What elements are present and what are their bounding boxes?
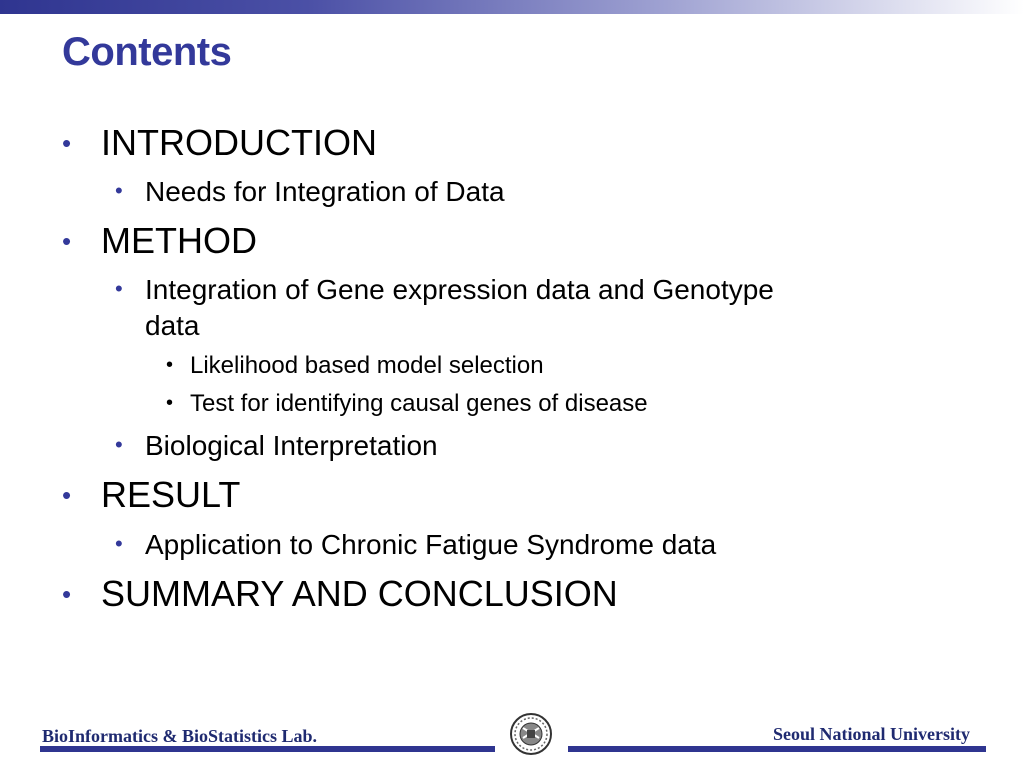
bullet-icon: • bbox=[166, 354, 174, 376]
footer-university-name: Seoul National University bbox=[772, 724, 970, 744]
bullet-icon: • bbox=[62, 226, 72, 256]
bullet-text: SUMMARY AND CONCLUSION bbox=[101, 573, 618, 614]
bullet-text-line1: Integration of Gene expression data and Genotype bbox=[145, 274, 774, 305]
bullet-icon: • bbox=[115, 531, 123, 556]
bullet-text: Needs for Integration of Data bbox=[145, 176, 505, 207]
bullet-text-line2: data bbox=[145, 310, 200, 341]
bullet-text: Application to Chronic Fatigue Syndrome data bbox=[145, 529, 717, 560]
bullet-text: Test for identifying causal genes of disease bbox=[190, 390, 648, 417]
bullet-text: RESULT bbox=[101, 474, 241, 515]
bullet-text: Biological Interpretation bbox=[145, 430, 438, 461]
bullet-text: INTRODUCTION bbox=[101, 122, 377, 163]
footer-divider-left bbox=[40, 746, 495, 752]
bullet-icon: • bbox=[62, 128, 72, 158]
bullet-text: Likelihood based model selection bbox=[190, 352, 544, 379]
bullet-icon: • bbox=[62, 579, 72, 609]
slide-title: Contents bbox=[62, 30, 232, 74]
university-emblem-icon bbox=[509, 712, 553, 756]
bullet-icon: • bbox=[166, 392, 174, 414]
bullet-icon: • bbox=[62, 480, 72, 510]
bullet-icon: • bbox=[115, 178, 123, 203]
footer-lab-name: BioInformatics & BioStatistics Lab. bbox=[42, 726, 318, 746]
bullet-text: METHOD bbox=[101, 220, 257, 261]
footer-divider-right bbox=[568, 746, 986, 752]
bullet-icon: • bbox=[115, 432, 123, 457]
bullet-icon: • bbox=[115, 276, 123, 301]
